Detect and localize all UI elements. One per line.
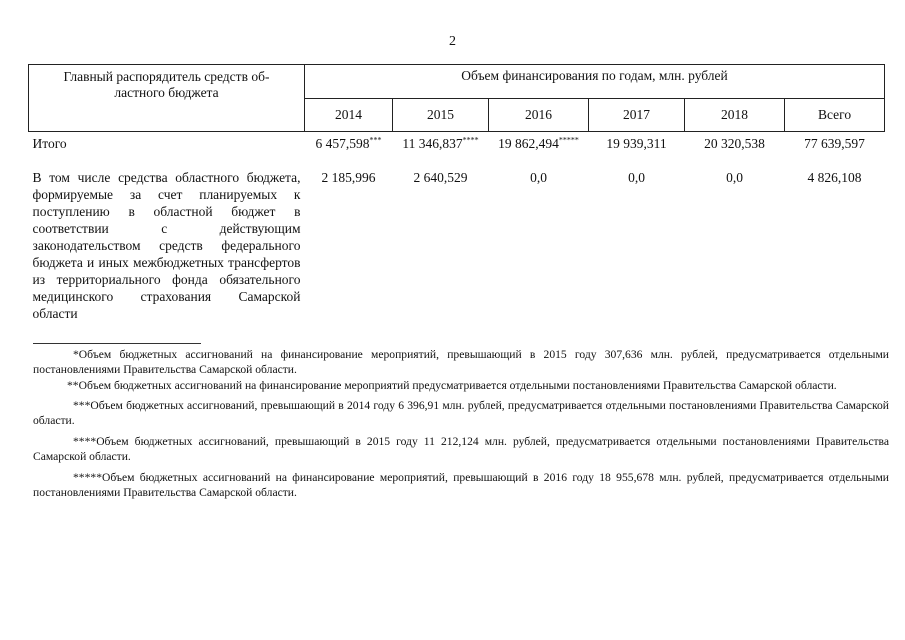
header-total: Всего bbox=[785, 99, 885, 132]
footnote-4: ****Объем бюджетных ассигнований, превышающий в 2015 году 11 212,124 млн. рублей, предусматривается отдельными постановлениями Правительства Самарской области. bbox=[33, 435, 889, 463]
cell-regional-2015: 2 640,529 bbox=[413, 170, 468, 185]
header-year-2018: 2018 bbox=[685, 99, 785, 132]
footnote-mark: **** bbox=[462, 135, 479, 145]
cell-total-2017: 19 939,311 bbox=[606, 136, 667, 151]
table-row-regional-budget bbox=[29, 169, 885, 322]
footnotes bbox=[33, 347, 889, 500]
cell-value: 11 346,837 bbox=[402, 136, 463, 151]
header-year-2014: 2014 bbox=[305, 99, 393, 132]
cell-regional-2018: 0,0 bbox=[726, 170, 743, 185]
footnote-mark: ***** bbox=[558, 135, 579, 145]
cell-total-2018: 20 320,538 bbox=[704, 136, 765, 151]
footnote-mark: *** bbox=[369, 135, 382, 145]
cell-regional-2014: 2 185,996 bbox=[321, 170, 376, 185]
cell-total-2016 bbox=[489, 132, 589, 170]
cell-total-2015 bbox=[393, 132, 489, 170]
header-main-line1: Главный распорядитель средств об- bbox=[63, 69, 270, 84]
cell-value: 6 457,598 bbox=[315, 136, 370, 151]
header-main-budget-holder bbox=[29, 65, 305, 132]
cell-regional-2017: 0,0 bbox=[628, 170, 645, 185]
cell-total-all: 77 639,597 bbox=[804, 136, 865, 151]
header-year-2015: 2015 bbox=[393, 99, 489, 132]
footnote-2: **Объем бюджетных ассигнований на финансирование мероприятий предусматривается отдельными постановлениями Правительства Самарской области. bbox=[67, 379, 837, 392]
footnote-separator bbox=[33, 343, 201, 344]
header-funding-by-year: Объем финансирования по годам, млн. рублей bbox=[305, 65, 885, 99]
footnote-3: ***Объем бюджетных ассигнований, превышающий в 2014 году 6 396,91 млн. рублей, предусматривается отдельными постановлениями Правительства Самарской области. bbox=[33, 399, 889, 427]
cell-regional-total: 4 826,108 bbox=[807, 170, 862, 185]
header-year-2017: 2017 bbox=[589, 99, 685, 132]
table-row-total bbox=[29, 132, 885, 170]
footnote-1: *Объем бюджетных ассигнований на финансирование мероприятий, превышающий в 2015 году 307,636 млн. рублей, предусматривается отдельными постановлениями Правительства Самарской области. bbox=[33, 348, 889, 376]
budget-table-container bbox=[28, 64, 884, 322]
row-label-total: Итого bbox=[32, 136, 67, 151]
header-main-line2: ластного бюджета bbox=[114, 85, 219, 100]
row-label-regional-budget: В том числе средства областного бюджета, формируемые за счет планируемых к поступлению в областной бюджет в соответствии с действующим законодательством средств федерального бюджета и иных межбюджетных трансфертов из территориального фонда обязательного медицинского страхования Самарской области bbox=[32, 170, 301, 321]
cell-value: 19 862,494 bbox=[498, 136, 559, 151]
page-number: 2 bbox=[449, 34, 456, 49]
cell-total-2014 bbox=[305, 132, 393, 170]
budget-table bbox=[28, 64, 885, 322]
footnote-5: *****Объем бюджетных ассигнований на финансирование мероприятий, превышающий в 2016 году 18 955,678 млн. рублей, предусматривается отдельными постановлениями Правительства Самарской области. bbox=[33, 471, 889, 499]
cell-regional-2016: 0,0 bbox=[530, 170, 547, 185]
header-year-2016: 2016 bbox=[489, 99, 589, 132]
